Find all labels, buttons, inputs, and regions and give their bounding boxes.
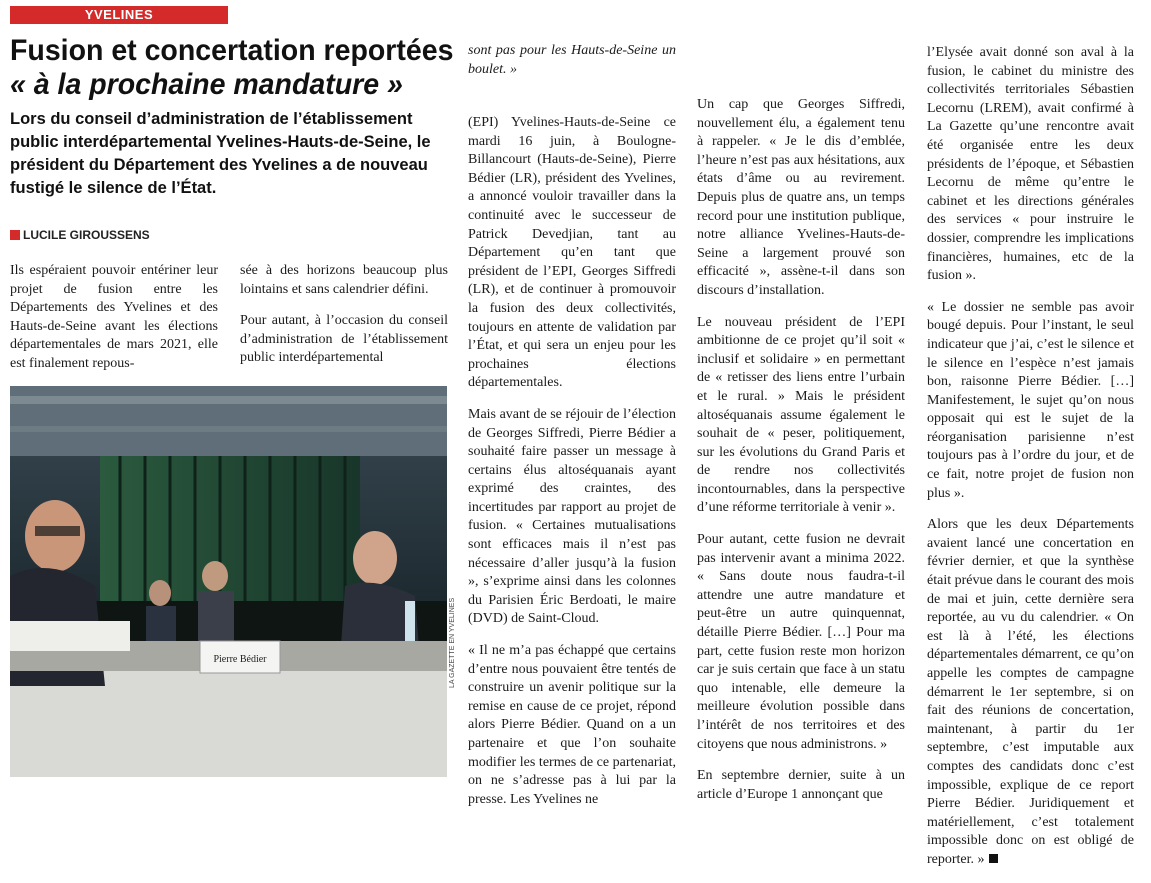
headline-line-1: Fusion et concertation reportées <box>10 34 454 67</box>
photo-conference-scene <box>10 386 447 777</box>
lead-paragraph: Lors du conseil d’administration de l’établissement public interdépartemental Yvelines-Hauts-de-Seine, le président du Département des Yvelines a de nouveau fustigé le silence de l’État. <box>10 110 431 197</box>
article-column-3 <box>468 114 676 822</box>
paragraph: l’Elysée avait donné son aval à la fusion, le cabinet du ministre des collectivités territoriales Sébastien Lecornu (LREM), avait confirmé à La Gazette qu’une rencontre avait été organisée entre les deux présidents de l’époque, et Sébastien Lecornu de même qu’entre le cabinet et les directions générales des services « pour instruire le dossier, comprendre les implications financières, humaines, etc de la fusion ». <box>927 45 1134 284</box>
article-column-1 <box>10 262 218 387</box>
end-of-article-icon <box>989 854 998 863</box>
paragraph: sée à des horizons beaucoup plus lointains et sans calendrier défini. <box>240 263 448 297</box>
paragraph: Un cap que Georges Siffredi, nouvellement élu, a également tenu à rappeler. « Je le dis d’emblée, l’heure n’est pas aux hésitations, aux états d’âme ou au revirement. Depuis plus de quatre ans, un temps record pour une institution publique, notre alliance Yvelines-Hauts-de-Seine a largement prouvé son efficacité », assène-t-il dans son discours d’installation. <box>697 97 905 298</box>
section-kicker: YVELINES <box>10 6 228 24</box>
paragraph-text: Alors que les deux Départements avaient lancé une concertation en février dernier, et que la synthèse était prévue dans le courant des mois de mai et juin, cette dernière sera reportée, au vu du calendrier. « On est là à l’été, les élections départementales démarrent, ce qu’on appelle les comptes de campagne démarrent le 1er septembre, si on fait des réunions de concertation, maintenant, à partir du 1er septembre, c’est imputable aux comptes des candidats donc c’est impossible, explique de ce report Pierre Bédier. Juridiquement et matériellement, c’est totalement impossible donc on est obligé de reporter. » <box>927 517 1134 867</box>
article-column-5 <box>927 44 1134 883</box>
paragraph: « Le dossier ne semble pas avoir bougé depuis. Pour l’instant, le seul indicateur que j’ai, c’est le silence et le silence en l’espèce n’est jamais bon, raisonne Pierre Bédier. […] Manifestement, le sujet qu’on nous opposait qui est le sujet de la réorganisation parisienne n’est toujours pas à l’ordre du jour, et de ce fait, notre projet de fusion non plus ». <box>927 299 1134 501</box>
paragraph: « Il ne m’a pas échappé que certains d’entre nous pouvaient être tentés de construire un avenir politique sur la remise en cause de ce projet, répond alors Pierre Bédier. Quand on a un partenaire et que l’on souhaite modifier les termes de ce partenariat, on ne s’adresse pas à lui par la presse. Les Yvelines ne <box>468 643 676 807</box>
paragraph: Mais avant de se réjouir de l’élection de Georges Siffredi, Pierre Bédier a souhaité faire passer un message à certains élus altoséquanais ayant exprimé des craintes, des incertitudes par rapport au projet de fusion. « Certaines mutualisations sont efficaces mais il n’est pas nécessaire d’aller jusqu’à la fusion », s’exprime ainsi dans les colonnes du Parisien Éric Berdoati, le maire (DVD) de Saint-Cloud. <box>468 406 676 627</box>
paragraph <box>927 516 1134 869</box>
byline-author: LUCILE GIROUSSENS <box>23 228 150 242</box>
byline <box>10 228 150 242</box>
paragraph: Ils espéraient pouvoir entériner leur projet de fusion entre les Départements des Yvelines et des Hauts-de-Seine avant les élections départementales de mars 2021, elle est finalement repous- <box>10 263 218 371</box>
photo-credit: LA GAZETTE EN YVELINES <box>449 597 456 688</box>
headline <box>10 34 485 102</box>
paragraph: (EPI) Yvelines-Hauts-de-Seine ce mardi 16 juin, à Boulogne-Billancourt (Hauts-de-Seine), Pierre Bédier (LR), président des Yvelines, a annoncé vouloir travailler dans la continuité avec le successeur de Patrick Devedjian, tant au Département qu’en tant que président de l’EPI, Georges Siffredi (LR), et de continuer à promouvoir la fusion des deux collectivités, toujours en attente de validation par l’État, et qui sera un enjeu pour les prochaines élections départementales. <box>468 115 676 391</box>
paragraph: Le nouveau président de l’EPI ambitionne de ce projet qu’il soit « inclusif et solidaire » en permettant de « retisser des liens entre l’urbain et le rural. » Mais le président altoséquanais assume également le souhait de « peser, politiquement, sur les évolutions du Grand Paris et de rendre nos collectivités incontournables, dans la perspective d’une réforme territoriale à venir ». <box>697 314 905 516</box>
paragraph: En septembre dernier, suite à un article d’Europe 1 annonçant que <box>697 768 905 802</box>
paragraph: sont pas pour les Hauts-de-Seine un boulet. » <box>468 43 676 77</box>
photo-nameplate: Pierre Bédier <box>213 654 267 665</box>
headline-line-2: « à la prochaine mandature » <box>10 68 403 101</box>
article-column-2 <box>240 262 448 381</box>
paragraph: Pour autant, à l’occasion du conseil d’administration de l’établissement public interdépartemental <box>240 313 448 366</box>
article-column-3-top <box>468 42 676 92</box>
paragraph: Pour autant, cette fusion ne devrait pas intervenir avant a minima 2022. « Sans doute nous faudra-t-il attendre une autre mandature et peut-être un autre quinquennat, détaille Pierre Bédier. […] Pour ma part, cette fusion reste mon horizon car je suis certain que face à un statu quo intenable, elle demeure la meilleure évolution possible dans l’intérêt de nos territoires et des citoyens que nous administrons. » <box>697 532 905 752</box>
article-photo <box>10 386 447 777</box>
byline-marker <box>10 230 20 240</box>
article-column-4 <box>697 96 905 817</box>
